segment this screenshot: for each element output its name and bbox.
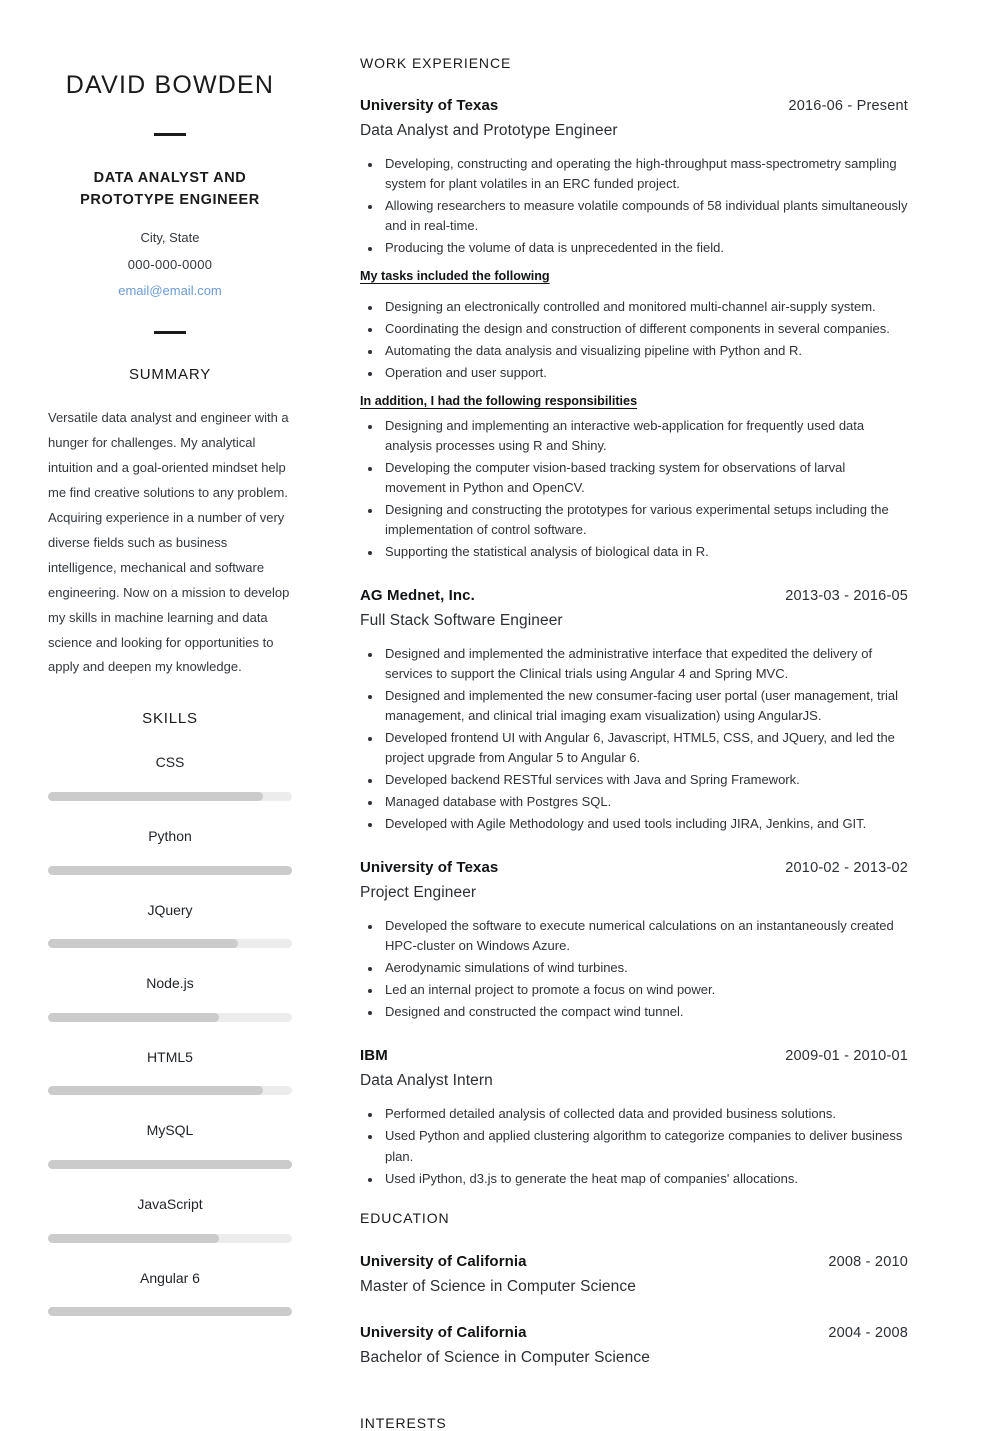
degree-name: Bachelor of Science in Computer Science	[360, 1348, 650, 1366]
responsibility-list	[360, 644, 908, 834]
employment-dates: 2016-06 - Present	[788, 98, 908, 114]
summary-text: Versatile data analyst and engineer with a hunger for challenges. My analytical intuition and a goal-oriented mindset help me find creative solutions to any problem. Acquiring experience in a number of very diverse fields such as business intelligence, mechanical and software engineering. Now on a mission to develop my skills in machine learning and data science and looking for opportunities to apply and deepen my knowledge.	[48, 409, 290, 675]
list-item: • Performed detailed analysis of collected data and provided business solutions.	[382, 1104, 908, 1124]
divider-top	[154, 133, 186, 136]
list-item: • Used Python and applied clustering algorithm to categorize companies to deliver business plan.	[382, 1126, 908, 1166]
list-item: • Developing, constructing and operating the high-throughput mass-spectrometry sampling system for plant volatiles in an ERC funded project.	[382, 154, 908, 194]
skill-label: HTML5	[147, 1048, 193, 1065]
divider-contact	[154, 331, 186, 334]
sidebar	[0, 0, 340, 1316]
list-item: • Designing and implementing an interactive web-application for frequently used data analysis processes using R and Shiny.	[382, 416, 908, 456]
list-item: • Aerodynamic simulations of wind turbines.	[382, 958, 908, 978]
employer-name: IBM	[360, 1047, 388, 1065]
responsibility-list	[360, 1104, 908, 1188]
list-item: • Automating the data analysis and visualizing pipeline with Python and R.	[382, 341, 908, 361]
skill-label: Node.js	[146, 975, 194, 992]
skill-label: Python	[148, 828, 192, 845]
page-title: DAVID BOWDEN	[65, 71, 275, 99]
skill-label: JQuery	[147, 901, 193, 918]
skill-item	[48, 1195, 292, 1243]
employer-name: University of Texas	[360, 97, 499, 114]
list-item: • Designing an electronically controlled and monitored multi-channel air-supply system.	[382, 297, 908, 317]
list-item: • Designed and implemented the administrative interface that expedited the delivery of services to support the Clinical trials using Angular 4 and Spring MVC.	[382, 644, 908, 684]
list-item: • Coordinating the design and construction of different components in several companies.	[382, 319, 908, 339]
job-role: Data Analyst and Prototype Engineer	[360, 122, 618, 139]
email-link[interactable]: email@email.com	[118, 282, 222, 298]
list-item: • Developing the computer vision-based tracking system for observations of larval movement in Python and OpenCV.	[382, 458, 908, 498]
school-name: University of California	[360, 1323, 527, 1341]
subsection-heading: My tasks included the following	[360, 269, 550, 284]
skill-progress-bar	[48, 1013, 292, 1022]
interests-heading: INTERESTS	[360, 1414, 447, 1431]
degree-name: Master of Science in Computer Science	[360, 1277, 636, 1295]
summary-heading: SUMMARY	[129, 365, 211, 383]
education-entry-header	[360, 1324, 908, 1341]
skill-progress-bar	[48, 1307, 292, 1316]
skill-progress-fill	[48, 1013, 219, 1022]
school-name: University of California	[360, 1252, 527, 1270]
work-experience-heading: WORK EXPERIENCE	[360, 55, 512, 71]
skill-item	[48, 1121, 292, 1169]
list-item: • Allowing researchers to measure volatile compounds of 58 individual plants simultaneously and in real-time.	[382, 196, 908, 236]
list-item: • Designing and constructing the prototypes for various experimental setups including the implementation of control software.	[382, 500, 908, 540]
education-entry-header	[360, 1253, 908, 1270]
education-entry	[360, 1324, 908, 1367]
skills-heading: SKILLS	[142, 710, 198, 728]
education-entry	[360, 1253, 908, 1296]
skill-label: CSS	[155, 754, 185, 771]
list-item: • Producing the volume of data is unprecedented in the field.	[382, 238, 908, 258]
list-item: • Led an internal project to promote a focus on wind power.	[382, 980, 908, 1000]
list-item: • Designed and implemented the new consumer-facing user portal (user management, trial management, and clinical trial imaging exam visualization) using AngularJS.	[382, 686, 908, 726]
skill-item	[48, 974, 292, 1022]
employment-dates: 2010-02 - 2013-02	[785, 860, 908, 877]
skill-label: JavaScript	[137, 1195, 203, 1212]
list-item: • Used iPython, d3.js to generate the heat map of companies' allocations.	[382, 1169, 908, 1189]
responsibility-list	[360, 154, 908, 258]
list-item: • Developed backend RESTful services with Java and Spring Framework.	[382, 770, 908, 790]
skill-label: MySQL	[146, 1122, 194, 1139]
job-title: DATA ANALYST AND PROTOTYPE ENGINEER	[80, 170, 260, 209]
section-spacer	[360, 1191, 908, 1210]
skill-progress-fill	[48, 792, 263, 801]
list-item: • Developed with Agile Methodology and used tools including JIRA, Jenkins, and GIT.	[382, 814, 908, 834]
subsection-heading: In addition, I had the following responsibilities	[360, 394, 638, 409]
list-item: • Supporting the statistical analysis of biological data in R.	[382, 542, 908, 562]
skill-progress-fill	[48, 1160, 292, 1169]
skill-progress-fill	[48, 1086, 263, 1095]
skill-progress-fill	[48, 939, 238, 948]
skill-progress-bar	[48, 939, 292, 948]
work-entry	[360, 587, 908, 834]
skill-item	[48, 827, 292, 875]
employment-dates: 2013-03 - 2016-05	[785, 588, 908, 605]
skill-progress-fill	[48, 1307, 292, 1316]
responsibility-list	[360, 297, 908, 383]
work-entry-header	[360, 859, 908, 876]
education-heading: EDUCATION	[360, 1209, 450, 1226]
employer-name: University of Texas	[360, 859, 499, 877]
work-entry	[360, 859, 908, 1022]
responsibility-list	[360, 916, 908, 1022]
job-role: Data Analyst Intern	[360, 1072, 493, 1090]
list-item: • Operation and user support.	[382, 363, 908, 383]
skill-progress-fill	[48, 866, 292, 875]
list-item: • Managed database with Postgres SQL.	[382, 792, 908, 812]
skill-progress-bar	[48, 792, 292, 801]
location-text: City, State	[140, 229, 200, 245]
work-entry	[360, 1047, 908, 1188]
skill-item	[48, 1269, 292, 1317]
skill-label: Angular 6	[140, 1269, 200, 1286]
education-dates: 2004 - 2008	[828, 1324, 908, 1341]
employment-dates: 2009-01 - 2010-01	[785, 1048, 908, 1065]
work-entry-header	[360, 587, 908, 604]
work-entry-header	[360, 1047, 908, 1064]
list-item: • Developed the software to execute numerical calculations on an instantaneously created HPC-cluster on Windows Azure.	[382, 916, 908, 956]
skill-item	[48, 1048, 292, 1096]
skill-progress-bar	[48, 1160, 292, 1169]
skill-progress-bar	[48, 866, 292, 875]
skill-progress-bar	[48, 1086, 292, 1095]
responsibility-list	[360, 416, 908, 562]
job-role: Project Engineer	[360, 884, 477, 902]
job-role: Full Stack Software Engineer	[360, 612, 563, 630]
skill-item	[48, 901, 292, 949]
work-entry-header	[360, 97, 908, 114]
phone-text: 000-000-0000	[127, 257, 213, 273]
list-item: • Designed and constructed the compact wind tunnel.	[382, 1002, 908, 1022]
main-content	[340, 0, 1000, 1431]
work-entry	[360, 97, 908, 562]
skill-progress-bar	[48, 1234, 292, 1243]
skill-progress-fill	[48, 1234, 219, 1243]
list-item: • Developed frontend UI with Angular 6, Javascript, HTML5, CSS, and JQuery, and led the project upgrade from Angular 5 to Angular 6.	[382, 728, 908, 768]
education-dates: 2008 - 2010	[828, 1253, 908, 1270]
employer-name: AG Mednet, Inc.	[360, 587, 475, 605]
skill-item	[48, 753, 292, 801]
